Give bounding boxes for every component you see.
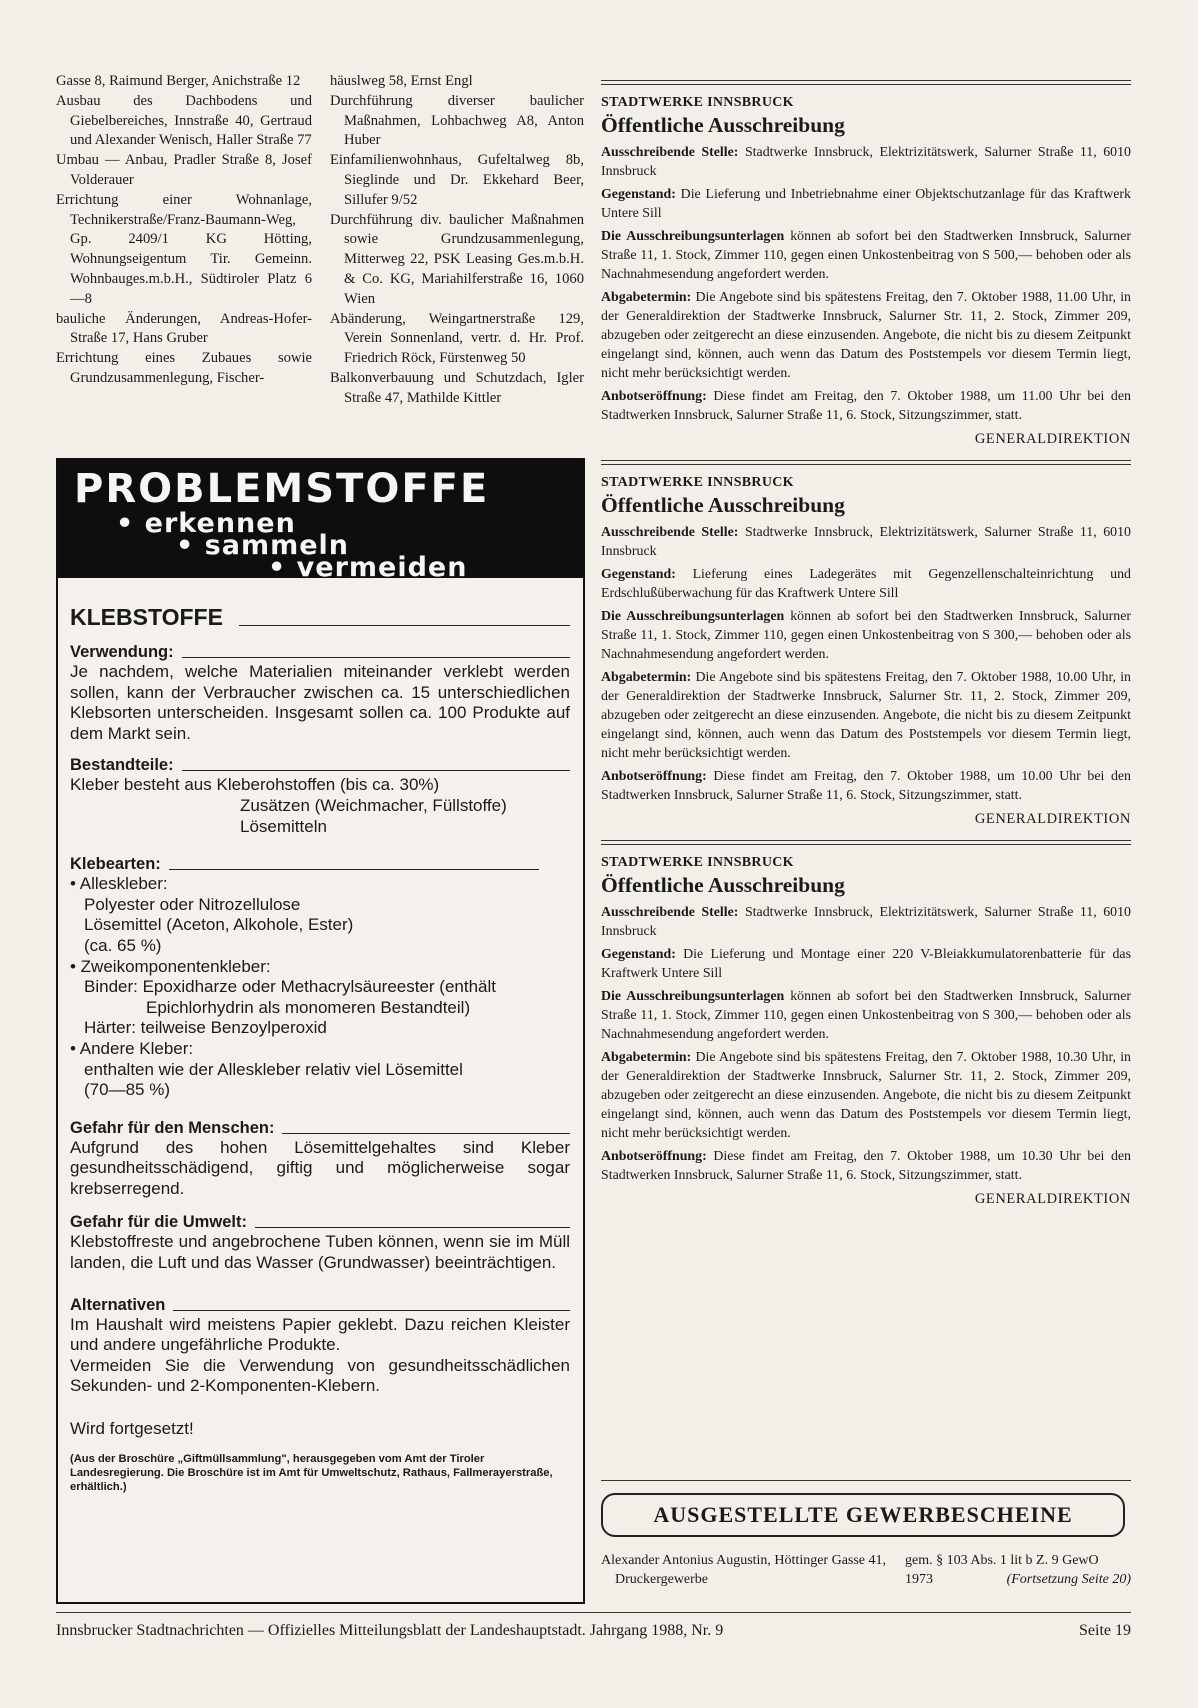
gewerbe-entry-left: Alexander Antonius Augustin, Höttinger Gasse 41, Druckergewerbe [601,1553,887,1587]
footer-rule [56,1612,1131,1613]
gewerbe-entry-right [895,1551,1131,1589]
notice-2 [601,460,1131,828]
klebeart-line: Polyester oder Nitrozellulose [84,894,301,914]
fortsetzung-note: Wird fortgesetzt! [70,1419,194,1439]
banner-title: PROBLEMSTOFFE [74,466,490,512]
gewerbe-entry [601,1551,1131,1589]
label-gefahr-mensch: Gefahr für den Menschen: [70,1119,570,1138]
list-item: Durchführung div. baulicher Maßnahmen sowie Grundzusammenlegung, Mitterweg 22, PSK Leasing Ges.m.b.H. & Co. KG, Mariahilferstraße 16, 1060 Wien [330,211,584,307]
notice-paragraph: Gegenstand: Lieferung eines Ladegerätes mit Gegenzellenschalteinrichtung und Erdschlußüberwachung für das Kraftwerk Untere Sill [601,567,1131,601]
banner-line-3: • vermeiden [268,552,468,583]
problemstoffe-box [56,458,585,1604]
footer-text: Innsbrucker Stadtnachrichten — Offizielles Mitteilungsblatt der Landeshauptstadt. Jahrgang 1988, Nr. 9 [56,1622,724,1639]
klebeart-line: Binder: Epoxidharze oder Methacrylsäureester (enthält [84,977,496,997]
klebeart-title: • Andere Kleber: [70,1038,194,1058]
heading-text: KLEBSTOFFE [70,604,223,630]
notice-1 [601,80,1131,448]
notice-org: STADTWERKE INNSBRUCK [601,95,794,110]
notice-paragraph: Die Ausschreibungsunterlagen können ab sofort bei den Stadtwerken Innsbruck, Salurner Straße 11, 1. Stock, Zimmer 110, gegen einen Unkostenbeitrag von S 500,— behoben oder als Nachnahmesendung angefordert werden. [601,229,1132,282]
double-rule [601,80,1131,85]
double-rule [601,460,1131,465]
notice-paragraph: Anbotseröffnung: Diese findet am Freitag, den 7. Oktober 1988, um 11.00 Uhr bei den Stadtwerken Innsbruck, Salurner Straße 11, 6. Stock, Sitzungszimmer, statt. [601,389,1131,423]
notice-signature: GENERALDIREKTION [974,431,1131,447]
list-item: häuslweg 58, Ernst Engl [330,73,473,89]
list-item: Errichtung einer Wohnanlage, Technikerstraße/Franz-Baumann-Weg, Gp. 2409/1 KG Hötting, Wohnungseigentum Tir. Gemeinn. Wohnbauges.m.b.H., Südtiroler Platz 6—8 [56,191,312,307]
banner-line-2: • sammeln [176,530,350,561]
notice-paragraph: Die Ausschreibungsunterlagen können ab sofort bei den Stadtwerken Innsbruck, Salurner Straße 11, 1. Stock, Zimmer 110, gegen einen Unkostenbeitrag von S 300,— behoben oder als Nachnahmesendung angefordert werden. [601,989,1132,1042]
notice-paragraph: Anbotseröffnung: Diese findet am Freitag, den 7. Oktober 1988, um 10.30 Uhr bei den Stadtwerken Innsbruck, Salurner Straße 11, 6. Stock, Sitzungszimmer, statt. [601,1149,1131,1183]
list-item: Errichtung eines Zubaues sowie Grundzusammenlegung, Fischer- [56,350,312,386]
gefahr-mensch-text: Aufgrund des hohen Lösemittelgehaltes sind Kleber gesundheitsschädigend, giftig und möglicherweise sogar krebserregend. [70,1137,570,1198]
notice-title: Öffentliche Ausschreibung [601,873,845,897]
double-rule [601,840,1131,845]
notice-paragraph: Gegenstand: Die Lieferung und Montage einer 220 V-Bleiakkumulatorenbatterie für das Kraftwerk Untere Sill [601,947,1131,981]
notices-column [601,80,1131,1208]
divider [601,1480,1131,1481]
alternativen-text: Im Haushalt wird meistens Papier geklebt. Dazu reichen Kleister und andere ungefährliche Produkte. [70,1314,570,1355]
notice-signature: GENERALDIREKTION [974,1191,1131,1207]
page-number: Seite 19 [1079,1622,1131,1639]
bestandteile-line: Zusätzen (Weichmacher, Füllstoffe) [240,795,507,815]
list-item: Durchführung diverser baulicher Maßnahmen, Lohbachweg A8, Anton Huber [330,92,584,149]
klebeart-line: (70—85 %) [84,1080,170,1100]
list-item: Abänderung, Weingartnerstraße 129, Verein Sonnenland, vertr. d. Hr. Prof. Friedrich Röck, Fürstenweg 50 [330,310,584,367]
notice-paragraph: Ausschreibende Stelle: Stadtwerke Innsbruck, Elektrizitätswerk, Salurner Straße 11, 6010 Innsbruck [601,905,1131,939]
label-alternativen: Alternativen [70,1296,570,1315]
gewerbe-title: AUSGESTELLTE GEWERBESCHEINE [601,1493,1125,1537]
label-klebearten: Klebearten: [70,855,570,874]
building-list-col-b [330,72,584,409]
klebeart-line: Härter: teilweise Benzoylperoxid [84,1018,327,1038]
notice-paragraph: Ausschreibende Stelle: Stadtwerke Innsbruck, Elektrizitätswerk, Salurner Straße 11, 6010 Innsbruck [601,525,1131,559]
klebeart-title: • Alleskleber: [70,874,168,894]
gefahr-umwelt-text: Klebstoffreste und angebrochene Tuben können, wenn sie im Müll landen, die Luft und das Wasser (Grundwasser) beeinträchtigen. [70,1232,570,1273]
notice-title: Öffentliche Ausschreibung [601,493,845,517]
problemstoffe-banner [58,460,583,583]
label-verwendung: Verwendung: [70,643,570,662]
continuation-note: (Fortsetzung Seite 20) [1006,1572,1131,1587]
banner-line-1: • erkennen [116,508,296,539]
section-heading [70,604,570,631]
notice-paragraph: Abgabetermin: Die Angebote sind bis spätestens Freitag, den 7. Oktober 1988, 11.00 Uhr, in der Generaldirektion der Stadtwerke Innsbruck, Salurner Str. 11, 2. Stock, Zimmer 209, abzugeben oder zeitgerecht an diese einzusenden. Angebote, die nicht bis zu diesem Zeitpunkt eingelangt sind, können, auch wenn das Datum des Poststempels vor diesem Termin liegt, nicht mehr berücksichtigt werden. [601,290,1131,381]
page-footer [56,1622,1131,1640]
list-item: Umbau — Anbau, Pradler Straße 8, Josef Volderauer [56,152,312,188]
list-item: Einfamilienwohnhaus, Gufeltalweg 8b, Sieglinde und Dr. Ekkehard Beer, Sillufer 9/52 [330,152,584,208]
source-note: (Aus der Broschüre „Giftmüllsammlung", herausgegeben vom Amt der Tiroler Landesregierung. Die Broschüre ist im Amt für Umweltschutz, Rathaus, Fallmerayerstraße, erhältlich.) [70,1452,553,1493]
gewerbe-entry-year: 1973 [905,1572,933,1587]
list-item: Balkonverbauung und Schutzdach, Igler Straße 47, Mathilde Kittler [330,369,584,406]
gewerbe-entry-right-line: gem. § 103 Abs. 1 lit b Z. 9 GewO [905,1553,1099,1568]
klebeart-line: enthalten wie der Alleskleber relativ viel Lösemittel [84,1059,463,1079]
bestandteile-line: Kleber besteht aus Kleberohstoffen (bis ca. 30%) [70,775,440,795]
gewerbe-section [601,1480,1131,1589]
list-item: Ausbau des Dachbodens und Giebelbereiches, Innstraße 40, Gertraud und Alexander Wenisch, Haller Straße 77 [56,92,312,149]
alternativen-text: Vermeiden Sie die Verwendung von gesundheitsschädlichen Sekunden- und 2-Komponenten-Klebern. [70,1355,570,1396]
label-bestandteile: Bestandteile: [70,756,570,775]
label-gefahr-umwelt: Gefahr für die Umwelt: [70,1213,570,1232]
building-list-col-a [56,72,312,389]
notice-3 [601,840,1131,1208]
notice-org: STADTWERKE INNSBRUCK [601,855,794,870]
notice-paragraph: Gegenstand: Die Lieferung und Inbetriebnahme einer Objektschutzanlage für das Kraftwerk Untere Sill [601,187,1131,221]
notice-paragraph: Abgabetermin: Die Angebote sind bis spätestens Freitag, den 7. Oktober 1988, 10.30 Uhr, in der Generaldirektion der Stadtwerke Innsbruck, Salurner Str. 11, 2. Stock, Zimmer 209, abzugeben oder zeitgerecht an diese einzusenden. Angebote, die nicht bis zu diesem Zeitpunkt eingelangt sind, können, auch wenn das Datum des Poststempels vor diesem Termin liegt, nicht mehr berücksichtigt werden. [601,1050,1131,1141]
klebeart-line: (ca. 65 %) [84,935,162,955]
klebeart-line: Lösemittel (Aceton, Alkohole, Ester) [84,915,354,935]
bestandteile-line: Lösemitteln [240,816,327,836]
notice-signature: GENERALDIREKTION [974,811,1131,827]
klebeart-title: • Zweikomponentenkleber: [70,956,271,976]
klebeart-line: Epichlorhydrin als monomeren Bestandteil) [146,997,471,1017]
list-item: bauliche Änderungen, Andreas-Hofer-Straße 17, Hans Gruber [56,310,312,347]
list-item: Gasse 8, Raimund Berger, Anichstraße 12 [56,73,301,89]
notice-org: STADTWERKE INNSBRUCK [601,475,794,490]
notice-title: Öffentliche Ausschreibung [601,113,845,137]
verwendung-text: Je nachdem, welche Materialien miteinander verklebt werden sollen, kann der Verbraucher zwischen ca. 15 unterschiedlichen Klebsorten unterscheiden. Insgesamt sollen ca. 100 Produkte auf dem Markt sein. [70,662,570,743]
notice-paragraph: Ausschreibende Stelle: Stadtwerke Innsbruck, Elektrizitätswerk, Salurner Straße 11, 6010 Innsbruck [601,145,1131,179]
notice-paragraph: Abgabetermin: Die Angebote sind bis spätestens Freitag, den 7. Oktober 1988, 10.00 Uhr, in der Generaldirektion der Stadtwerke Innsbruck, Salurner Str. 11, 2. Stock, Zimmer 209, abzugeben oder zeitgerecht an diese einzusenden. Angebote, die nicht bis zu diesem Zeitpunkt eingelangt sind, können, auch wenn das Datum des Poststempels vor diesem Termin liegt, nicht mehr berücksichtigt werden. [601,670,1131,761]
notice-paragraph: Die Ausschreibungsunterlagen können ab sofort bei den Stadtwerken Innsbruck, Salurner Straße 11, 1. Stock, Zimmer 110, gegen einen Unkostenbeitrag von S 300,— behoben oder als Nachnahmesendung angefordert werden. [601,609,1132,662]
notice-paragraph: Anbotseröffnung: Diese findet am Freitag, den 7. Oktober 1988, um 10.00 Uhr bei den Stadtwerken Innsbruck, Salurner Straße 11, 6. Stock, Sitzungszimmer, statt. [601,769,1131,803]
